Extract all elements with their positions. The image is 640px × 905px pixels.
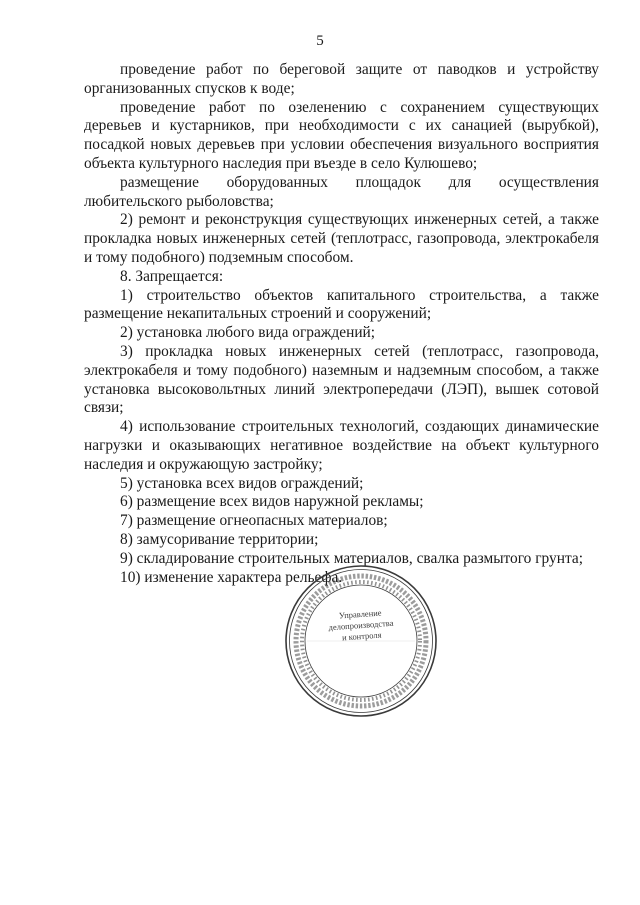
paragraph: 7) размещение огнеопасных материалов; xyxy=(120,512,388,530)
paragraph: 2) ремонт и реконструкция существующих инженерных сетей, а также прокладка новых инженерных сетей (теплотрасс, газопровода, электрокабеля и тому подобного) подземным способом. xyxy=(84,211,599,266)
paragraph: проведение работ по озеленению с сохранением существующих деревьев и кустарников, при необходимости с их санацией (вырубкой), посадкой новых деревьев при условии обеспечения визуального восприятия объекта культурного наследия при въезде в село Кулюшево; xyxy=(84,98,599,172)
paragraph: 9) складирование строительных материалов, свалка размытого грунта; xyxy=(120,549,583,567)
paragraph: 2) установка любого вида ограждений; xyxy=(120,324,376,342)
paragraph: 3) прокладка новых инженерных сетей (теплотрасс, газопровода, электрокабеля и тому подобного) наземным и надземным способом, а также установка высоковольтных линий электропередачи (ЛЭП), вышек сотовой связи; xyxy=(84,342,599,417)
document-body xyxy=(84,61,599,587)
stamp-line: и контроля xyxy=(341,629,382,643)
section-heading: 8. Запрещается: xyxy=(120,267,224,285)
official-stamp xyxy=(283,563,439,719)
paragraph: 8) замусоривание территории; xyxy=(120,530,319,548)
stamp-line: делопроизводства xyxy=(328,617,394,633)
paragraph: проведение работ по береговой защите от паводков и устройству организованных спусков к воде; xyxy=(84,61,599,97)
stamp-inner-text xyxy=(317,606,405,645)
paragraph: 5) установка всех видов ограждений; xyxy=(120,474,364,492)
paragraph: размещение оборудованных площадок для осуществления любительского рыболовства; xyxy=(84,173,599,210)
paragraph: 6) размещение всех видов наружной рекламы; xyxy=(120,493,424,511)
paragraph: 10) изменение характера рельефа. xyxy=(120,568,343,586)
page-number: 5 xyxy=(316,33,324,49)
paragraph: 4) использование строительных технологий, создающих динамические нагрузки и оказывающих негативное воздействие на объект культурного наследия и окружающую застройку; xyxy=(84,418,599,473)
paragraph: 1) строительство объектов капитального строительства, а также размещение некапитальных строений и сооружений; xyxy=(84,286,599,323)
stamp-line: Управление xyxy=(338,607,382,621)
